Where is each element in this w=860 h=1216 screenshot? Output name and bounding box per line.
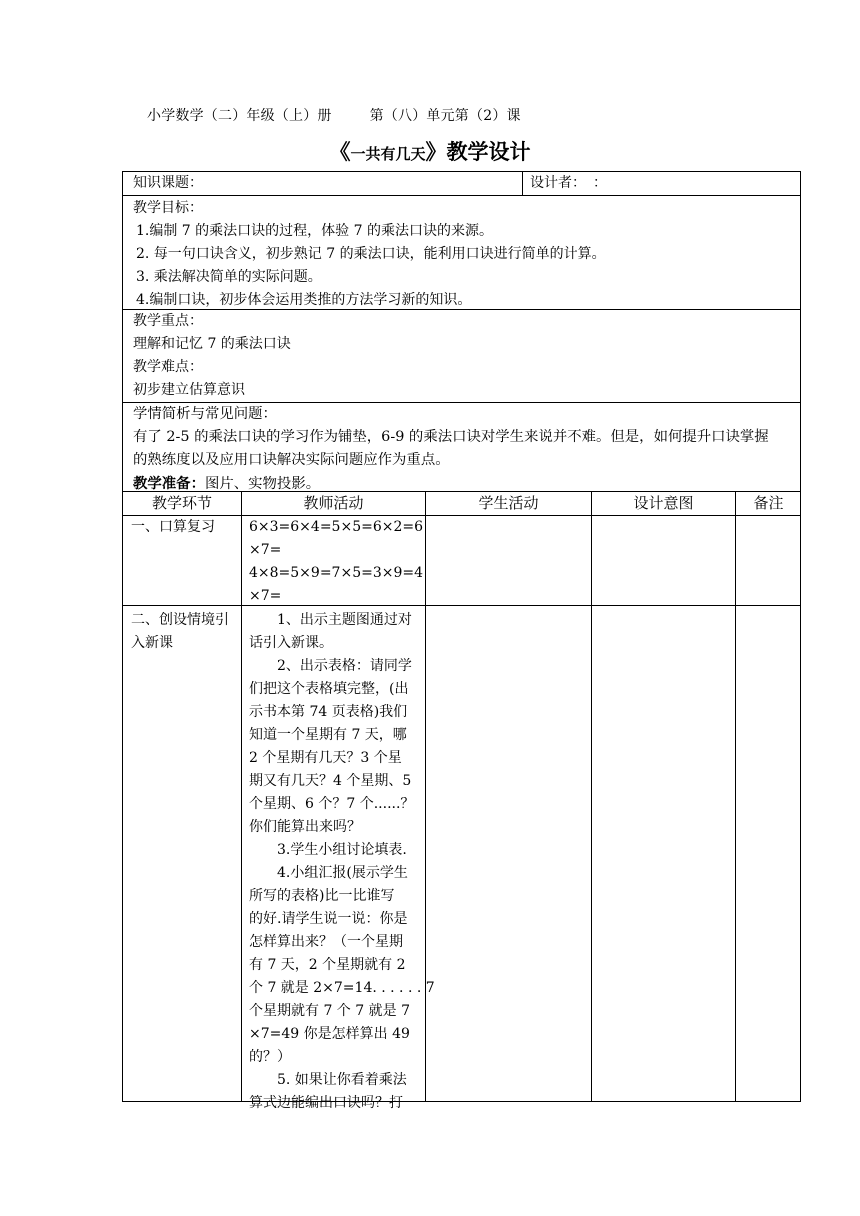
header-student-activity: 学生活动 xyxy=(478,494,539,512)
analysis-label: 学情简析与常见问题： xyxy=(133,406,277,422)
analysis-line: 的熟练度以及应用口诀解决实际问题应作为重点。 xyxy=(133,452,450,468)
teacher-cell xyxy=(249,609,435,1115)
objectives-label: 教学目标： xyxy=(133,200,203,216)
teacher-line: ×7= xyxy=(249,542,282,558)
lesson-plan-table xyxy=(122,171,801,1111)
teacher-line: 算式边能编出口诀吗？打 xyxy=(249,1095,403,1111)
header-stage: 教学环节 xyxy=(151,494,212,512)
topic-label: 知识课题： xyxy=(133,175,203,191)
teacher-line: 们把这个表格填完整，(出 xyxy=(249,681,409,697)
objective-item: 4.编制口诀，初步体会运用类推的方法学习新的知识。 xyxy=(136,292,472,308)
table-row xyxy=(123,516,800,606)
teacher-line: 4×8=5×9=7×5=3×9=4 xyxy=(249,565,424,581)
analysis-line: 有了 2-5 的乘法口诀的学习作为铺垫，6-9 的乘法口诀对学生来说并不难。但是，如何提升口诀掌握 xyxy=(133,429,769,445)
teacher-line: 知道一个星期有 7 天，哪 xyxy=(249,727,407,743)
teacher-line: 期又有几天？4 个星期、5 xyxy=(249,773,412,789)
teacher-line: ×7= xyxy=(249,588,282,604)
teacher-line: 3.学生小组讨论填表. xyxy=(277,842,407,858)
lesson-name: 一共有几天 xyxy=(350,145,426,163)
teacher-line: 个星期就有 7 个 7 就是 7 xyxy=(249,1003,410,1019)
teacher-line: 个星期、6 个？7 个......？ xyxy=(249,796,415,812)
teacher-line: 话引入新课。 xyxy=(249,635,333,651)
info-row xyxy=(123,172,800,196)
teacher-line: 5. 如果让你看着乘法 xyxy=(277,1072,407,1088)
title-open-bracket: 《 xyxy=(329,140,351,164)
objective-item: 3. 乘法解决简单的实际问题。 xyxy=(136,269,322,285)
table-row xyxy=(123,606,800,1111)
lesson-info: 第（八）单元第（2）课 xyxy=(369,108,521,124)
stage-cell xyxy=(131,609,229,655)
title-close-bracket: 》 xyxy=(425,140,447,164)
teacher-line: 4.小组汇报(展示学生 xyxy=(277,865,408,881)
difficulty-label: 教学难点： xyxy=(133,359,203,375)
teacher-line: ×7=49 你是怎样算出 49 xyxy=(249,1026,410,1042)
key-point-text: 理解和记忆 7 的乘法口诀 xyxy=(133,336,291,352)
objectives-section xyxy=(123,196,800,310)
teacher-line: 所写的表格)比一比谁写 xyxy=(249,888,395,904)
focus-section xyxy=(123,310,800,403)
objective-item: 2. 每一句口诀含义，初步熟记 7 的乘法口诀，能利用口诀进行简单的计算。 xyxy=(136,246,606,262)
key-point-label: 教学重点： xyxy=(133,313,203,329)
difficulty-text: 初步建立估算意识 xyxy=(133,382,245,398)
teacher-line: 的？） xyxy=(249,1049,291,1065)
title-suffix: 教学设计 xyxy=(446,140,531,164)
table-header-row xyxy=(123,492,800,516)
teacher-line: 的好.请学生说一说：你是 xyxy=(249,911,408,927)
prep-text: 图片、实物投影。 xyxy=(204,476,321,492)
objective-item: 1.编制 7 的乘法口诀的过程，体验 7 的乘法口诀的来源。 xyxy=(136,223,493,239)
stage-text: 入新课 xyxy=(131,635,173,651)
teacher-line: 2、出示表格：请同学 xyxy=(277,658,412,674)
teacher-line: 你们能算出来吗？ xyxy=(249,819,361,835)
teacher-line: 有 7 天，2 个星期就有 2 xyxy=(249,957,406,973)
stage-cell xyxy=(131,516,215,539)
info-divider xyxy=(522,172,523,195)
teacher-cell xyxy=(249,516,423,608)
document-header xyxy=(147,105,521,125)
teacher-line: 示书本第 74 页表格)我们 xyxy=(249,704,408,720)
teacher-line: 个 7 就是 2×7=14. . . . . . 7 xyxy=(249,980,435,996)
teacher-line: 6×3=6×4=5×5=6×2=6 xyxy=(249,519,424,535)
header-notes: 备注 xyxy=(753,494,784,512)
stage-text: 一、口算复习 xyxy=(131,519,215,535)
analysis-section xyxy=(123,403,800,492)
grade-info: 小学数学（二）年级（上）册 xyxy=(147,108,332,124)
designer-label: 设计者： ： xyxy=(530,175,607,191)
teacher-line: 2 个星期有几天？3 个星 xyxy=(249,750,402,766)
stage-text: 二、创设情境引 xyxy=(131,612,229,628)
teacher-line: 1、出示主题图通过对 xyxy=(277,612,412,628)
header-design-intent: 设计意图 xyxy=(633,494,694,512)
document-title xyxy=(0,136,860,166)
header-teacher-activity: 教师活动 xyxy=(303,494,364,512)
teacher-line: 怎样算出来？（一个星期 xyxy=(249,934,403,950)
prep-label: 教学准备： xyxy=(133,475,205,492)
